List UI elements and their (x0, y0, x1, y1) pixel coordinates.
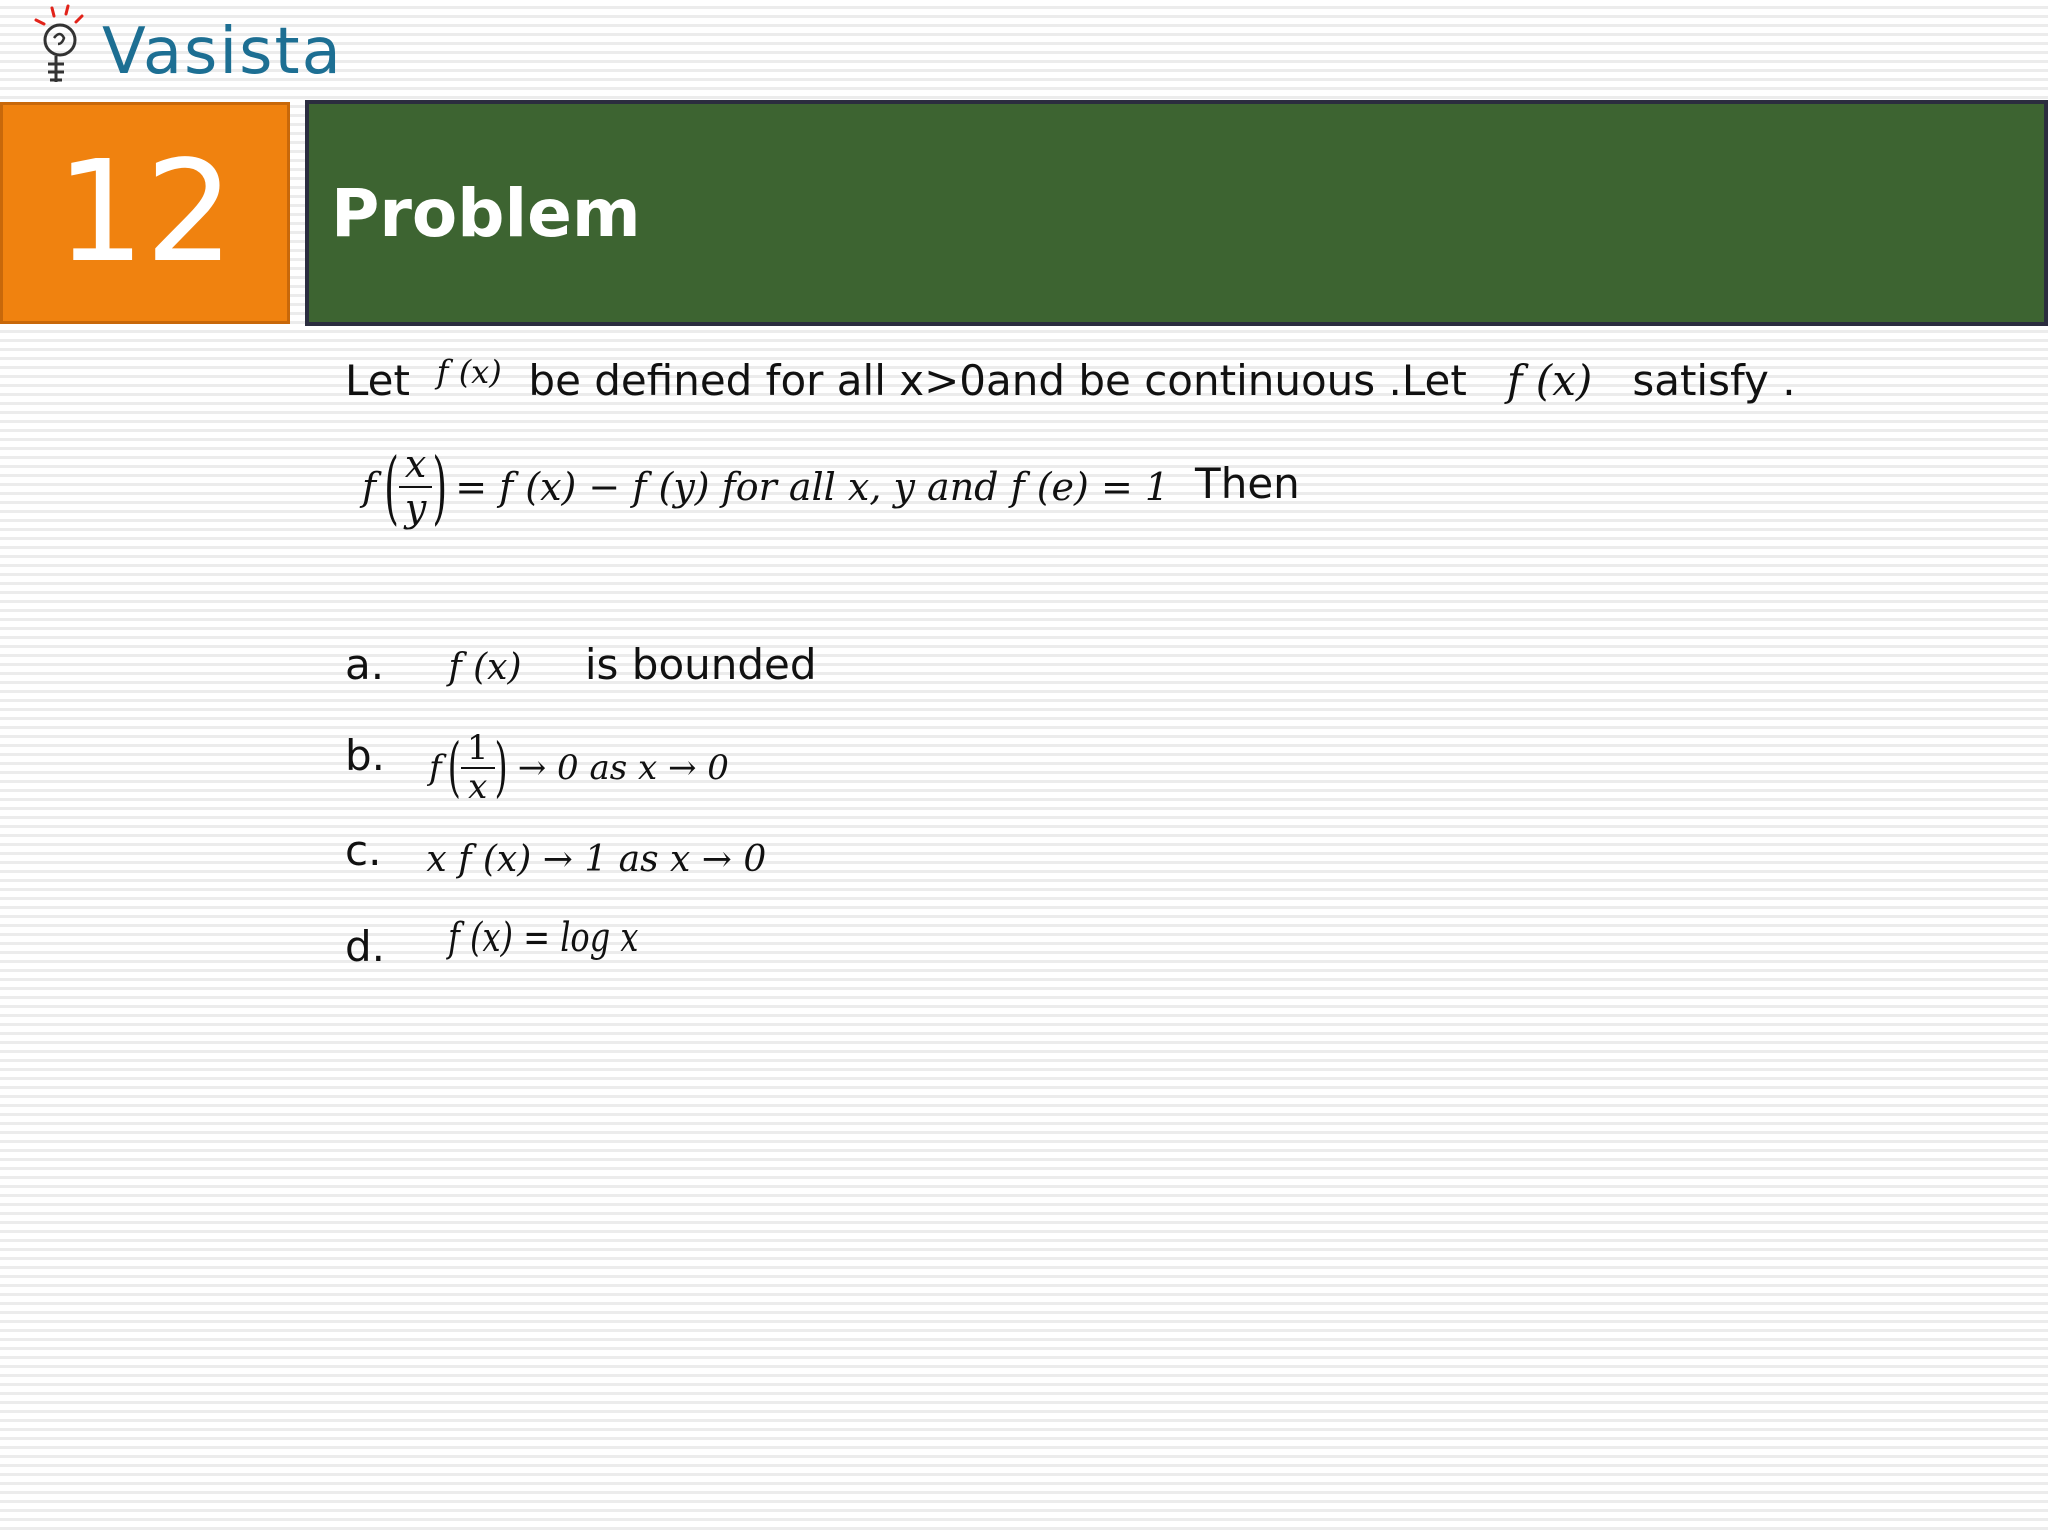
statement-satisfy: satisfy . (1632, 356, 1796, 405)
option-a-label: a. (345, 640, 385, 689)
option-c-label: c. (345, 826, 382, 875)
statement-text: be defined for all x>0and be continuous .Let (528, 356, 1467, 405)
option-d-label: d. (345, 922, 386, 971)
slide-title: Problem (331, 174, 641, 252)
option-b-label: b. (345, 731, 386, 780)
option-a-text: is bounded (584, 640, 817, 689)
slide-number: 12 (0, 102, 290, 324)
equation-fraction (399, 444, 432, 530)
statement-fx-1: f (x) (436, 353, 502, 391)
statement-let: Let (345, 356, 410, 405)
option-b-rest: → 0 as x → 0 (517, 748, 729, 788)
vasista-logo (22, 2, 343, 98)
option-c[interactable] (345, 826, 767, 880)
option-b-numerator: 1 (461, 730, 495, 769)
option-b-denominator: x (468, 767, 488, 807)
option-b[interactable]: b. f ( $\frac{1}{x}$ ) → 0 as x → 0 (345, 727, 729, 807)
option-a[interactable] (345, 640, 817, 689)
equation-rhs: = f (x) − f (y) for all x, y and f (e) = 1 (455, 465, 1170, 509)
option-b-f: f (429, 748, 442, 788)
lightbulb-icon (22, 2, 102, 92)
problem-statement (345, 353, 1796, 405)
equation-numerator: x (399, 444, 432, 488)
option-d[interactable] (345, 915, 686, 971)
title-bar (305, 100, 2048, 326)
option-d-math: f (x) = log x (448, 915, 639, 961)
option-a-math: f (x) (448, 647, 522, 688)
logo-text: Vasista (102, 15, 343, 89)
option-b-fraction (461, 727, 495, 807)
functional-equation: f ( $\frac{x}{y}$ ) = f (x) − f (y) for all x, y and f (e) = 1 Then (362, 440, 1300, 534)
equation-then: Then (1195, 458, 1300, 508)
equation-denominator: y (404, 486, 427, 530)
equation-f: f (362, 465, 377, 509)
statement-fx-2: f (x) (1506, 356, 1593, 405)
option-c-math: x f (x) → 1 as x → 0 (426, 839, 767, 880)
